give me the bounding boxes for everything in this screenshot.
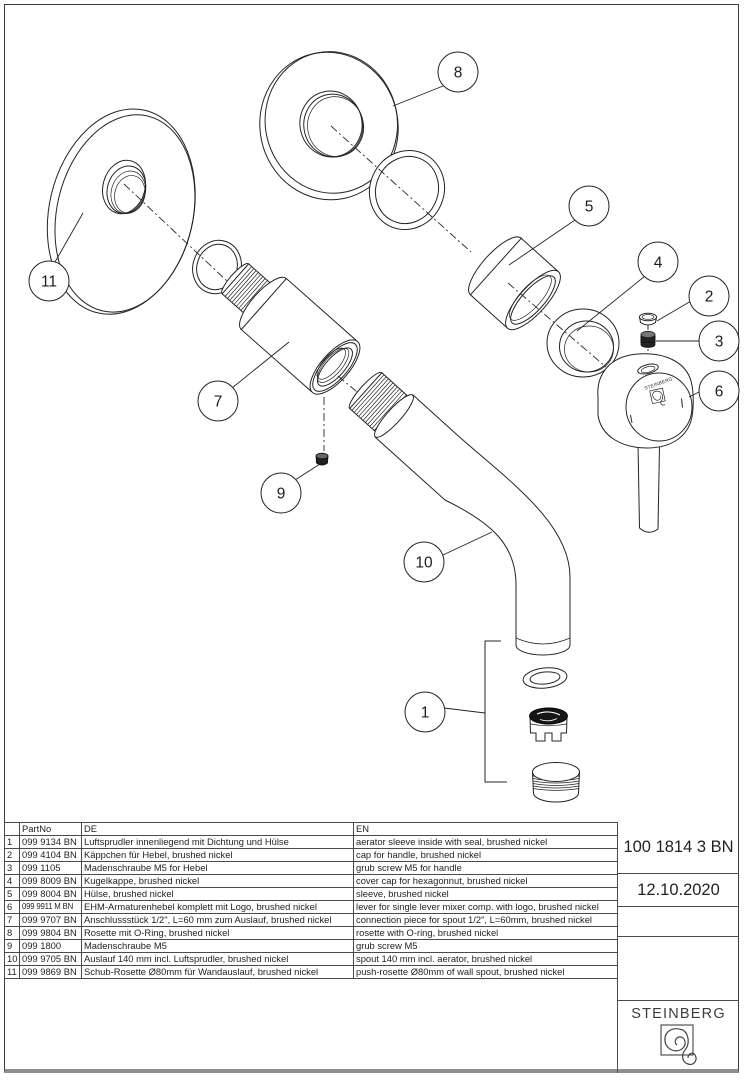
group-bracket <box>485 641 507 782</box>
part-index-cell: 1 <box>5 836 20 849</box>
part-description-de-cell: Hülse, brushed nickel <box>82 888 354 901</box>
part-description-de-cell: Kugelkappe, brushed nickel <box>82 875 354 888</box>
steinberg-logo-icon <box>649 1022 709 1070</box>
header-en: EN <box>354 823 618 836</box>
aerator-insert <box>530 708 568 741</box>
part-row <box>5 875 618 888</box>
part-index-cell: 4 <box>5 875 20 888</box>
part-description-en-cell: grub screw M5 for handle <box>354 862 618 875</box>
part-description-en-cell: cap for handle, brushed nickel <box>354 849 618 862</box>
part-row <box>5 849 618 862</box>
aerator-threaded-sleeve <box>533 763 580 803</box>
callout-8-label: 8 <box>453 64 463 82</box>
part-description-en-cell: sleeve, brushed nickel <box>354 888 618 901</box>
part-row <box>5 888 618 901</box>
part-number-cell: 099 8009 BN <box>20 875 82 888</box>
part-description-de-cell: Schub-Rosette Ø80mm für Wandauslauf, brushed nickel <box>82 966 354 979</box>
title-block-empty-cell-2 <box>618 937 739 1001</box>
brand-name: STEINBERG <box>631 1006 726 1022</box>
callout-9 <box>261 464 320 513</box>
callout-3 <box>656 321 739 361</box>
callout-8 <box>393 52 478 106</box>
part-index-cell: 5 <box>5 888 20 901</box>
handle-brand-text: STEINBERG <box>644 377 674 392</box>
part-handle-cap <box>640 313 657 325</box>
part-description-de-cell: Anschlussstück 1/2", L=60 mm zum Auslauf, brushed nickel <box>82 914 354 927</box>
part-row <box>5 862 618 875</box>
part-number-cell: 099 9134 BN <box>20 836 82 849</box>
part-index-cell: 10 <box>5 953 20 966</box>
part-index-cell: 11 <box>5 966 20 979</box>
callout-7-label: 7 <box>213 393 223 411</box>
part-number-cell: 099 9705 BN <box>20 953 82 966</box>
part-description-en-cell: rosette with O-ring, brushed nickel <box>354 927 618 940</box>
part-description-de-cell: Madenschraube M5 for Hebel <box>82 862 354 875</box>
part-description-en-cell: push-rosette Ø80mm of wall spout, brushed nickel <box>354 966 618 979</box>
callout-3-label: 3 <box>714 333 724 351</box>
part-number-cell: 099 9869 BN <box>20 966 82 979</box>
part-spout <box>343 366 570 655</box>
part-row <box>5 953 618 966</box>
part-description-en-cell: cover cap for hexagonnut, brushed nickel <box>354 875 618 888</box>
part-description-en-cell: lever for single lever mixer comp. with logo, brushed nickel <box>354 901 618 914</box>
part-description-en-cell: grub screw M5 <box>354 940 618 953</box>
callout-6 <box>689 371 739 411</box>
part-index-cell: 3 <box>5 862 20 875</box>
callout-9-label: 9 <box>276 485 286 503</box>
part-row <box>5 901 618 914</box>
part-description-en-cell: connection piece for spout 1/2", L=60mm, brushed nickel <box>354 914 618 927</box>
part-row <box>5 914 618 927</box>
part-description-de-cell: Käppchen für Hebel, brushed nickel <box>82 849 354 862</box>
header-no <box>5 823 20 836</box>
part-index-cell: 9 <box>5 940 20 953</box>
part-index-cell: 2 <box>5 849 20 862</box>
part-row <box>5 966 618 979</box>
callout-10 <box>404 532 492 582</box>
part-sleeve <box>461 230 569 338</box>
header-partno: PartNo <box>20 823 82 836</box>
callout-1-label: 1 <box>420 704 430 722</box>
parts-table-body <box>5 836 618 979</box>
callout-4-label: 4 <box>653 254 663 272</box>
part-description-de-cell: Madenschraube M5 <box>82 940 354 953</box>
part-description-de-cell: Rosette mit O-Ring, brushed nickel <box>82 927 354 940</box>
part-index-cell: 6 <box>5 901 20 914</box>
aerator-seal-ring <box>522 666 568 690</box>
part-description-de-cell: EHM-Armaturenhebel komplett mit Logo, brushed nickel <box>82 901 354 914</box>
callout-2-label: 2 <box>704 288 714 306</box>
part-description-de-cell: Auslauf 140 mm incl. Luftsprudler, brushed nickel <box>82 953 354 966</box>
callout-1 <box>405 692 485 732</box>
callout-6-label: 6 <box>714 383 724 401</box>
header-de: DE <box>82 823 354 836</box>
brand-block <box>618 1001 739 1072</box>
callout-2 <box>657 276 729 321</box>
part-description-en-cell: aerator sleeve inside with seal, brushed nickel <box>354 836 618 849</box>
part-aerator-group <box>485 641 580 802</box>
part-row <box>5 940 618 953</box>
part-number-cell: 099 9707 BN <box>20 914 82 927</box>
part-index-cell: 7 <box>5 914 20 927</box>
title-block <box>617 822 739 1073</box>
part-row <box>5 836 618 849</box>
parts-table <box>4 822 618 979</box>
title-block-empty-cell-1 <box>618 907 739 937</box>
part-number-cell: 099 9911 M BN <box>20 901 82 914</box>
document-number: 100 1814 3 BN <box>618 822 739 874</box>
part-number-cell: 099 1800 <box>20 940 82 953</box>
part-number-cell: 099 8004 BN <box>20 888 82 901</box>
callout-10-label: 10 <box>415 554 433 572</box>
callout-5-label: 5 <box>584 198 594 216</box>
part-number-cell: 099 1105 <box>20 862 82 875</box>
part-lever-handle <box>598 354 693 533</box>
parts-table-header-row <box>5 823 618 836</box>
part-grub-screw-spout <box>316 453 328 465</box>
part-description-en-cell: spout 140 mm incl. aerator, brushed nickel <box>354 953 618 966</box>
part-index-cell: 8 <box>5 927 20 940</box>
part-grub-screw-handle <box>641 331 655 347</box>
part-number-cell: 099 9804 BN <box>20 927 82 940</box>
drawing-date: 12.10.2020 <box>618 874 739 907</box>
part-number-cell: 099 4104 BN <box>20 849 82 862</box>
part-description-de-cell: Luftsprudler innenliegend mit Dichtung und Hülse <box>82 836 354 849</box>
callout-11-label: 11 <box>40 273 58 291</box>
part-row <box>5 927 618 940</box>
